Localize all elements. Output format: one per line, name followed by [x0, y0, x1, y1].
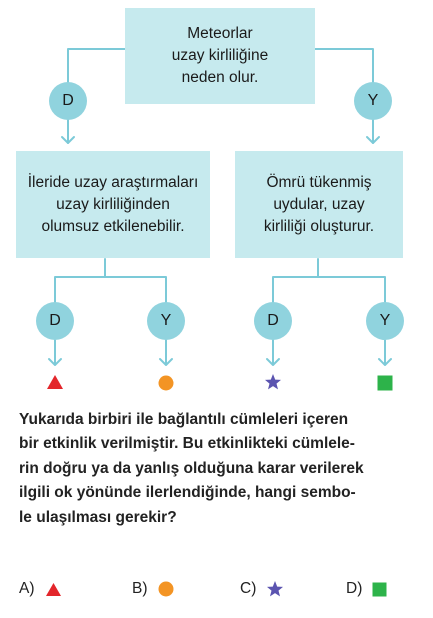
right-true-letter: D [267, 312, 279, 329]
option-a[interactable] [19, 578, 62, 600]
root-statement-text: Meteorlar uzay kirliliğine neden olur. [171, 25, 269, 86]
circle-icon [158, 375, 174, 391]
left-false-letter: Y [160, 312, 172, 329]
right-true-node [254, 302, 292, 340]
left-statement-box [16, 151, 210, 258]
root-false-letter: Y [367, 92, 379, 109]
root-statement-box [125, 8, 315, 104]
circle-icon [158, 581, 174, 597]
option-a-label: A) [19, 580, 35, 597]
right-false-node [366, 302, 404, 340]
triangle-icon [45, 582, 62, 597]
option-c[interactable] [240, 578, 284, 600]
square-icon [372, 582, 387, 597]
left-statement-text: İleride uzay araştırmaları uzay kirliliğinden olumsuz etkilenebilir. [27, 173, 199, 235]
option-c-label: C) [240, 580, 257, 597]
right-statement-text: Ömrü tükenmiş uydular, uzay kirliliği oluşturur. [263, 173, 375, 235]
question-text: Yukarıda birbiri ile bağlantılı cümleleri içeren bir etkinlik verilmiştir. Bu etkinlikteki cümlele- rin doğru ya da yanlış olduğuna karar verilerek ilgili ok yönünde ilerlendiğinde, hangi sembo- le ulaşılması gerekir? [19, 411, 364, 526]
option-b[interactable] [132, 578, 174, 600]
root-true-letter: D [62, 92, 74, 109]
root-false-node [354, 82, 392, 120]
right-false-letter: Y [379, 312, 391, 329]
star-icon [266, 580, 284, 598]
root-true-node [49, 82, 87, 120]
right-statement-box [235, 151, 403, 258]
left-true-node [36, 302, 74, 340]
left-false-node [147, 302, 185, 340]
option-d[interactable] [346, 578, 387, 600]
square-icon [377, 375, 393, 391]
left-true-letter: D [49, 312, 61, 329]
option-d-label: D) [346, 580, 363, 597]
option-b-label: B) [132, 580, 148, 597]
triangle-icon [46, 374, 64, 390]
star-icon [264, 373, 282, 391]
